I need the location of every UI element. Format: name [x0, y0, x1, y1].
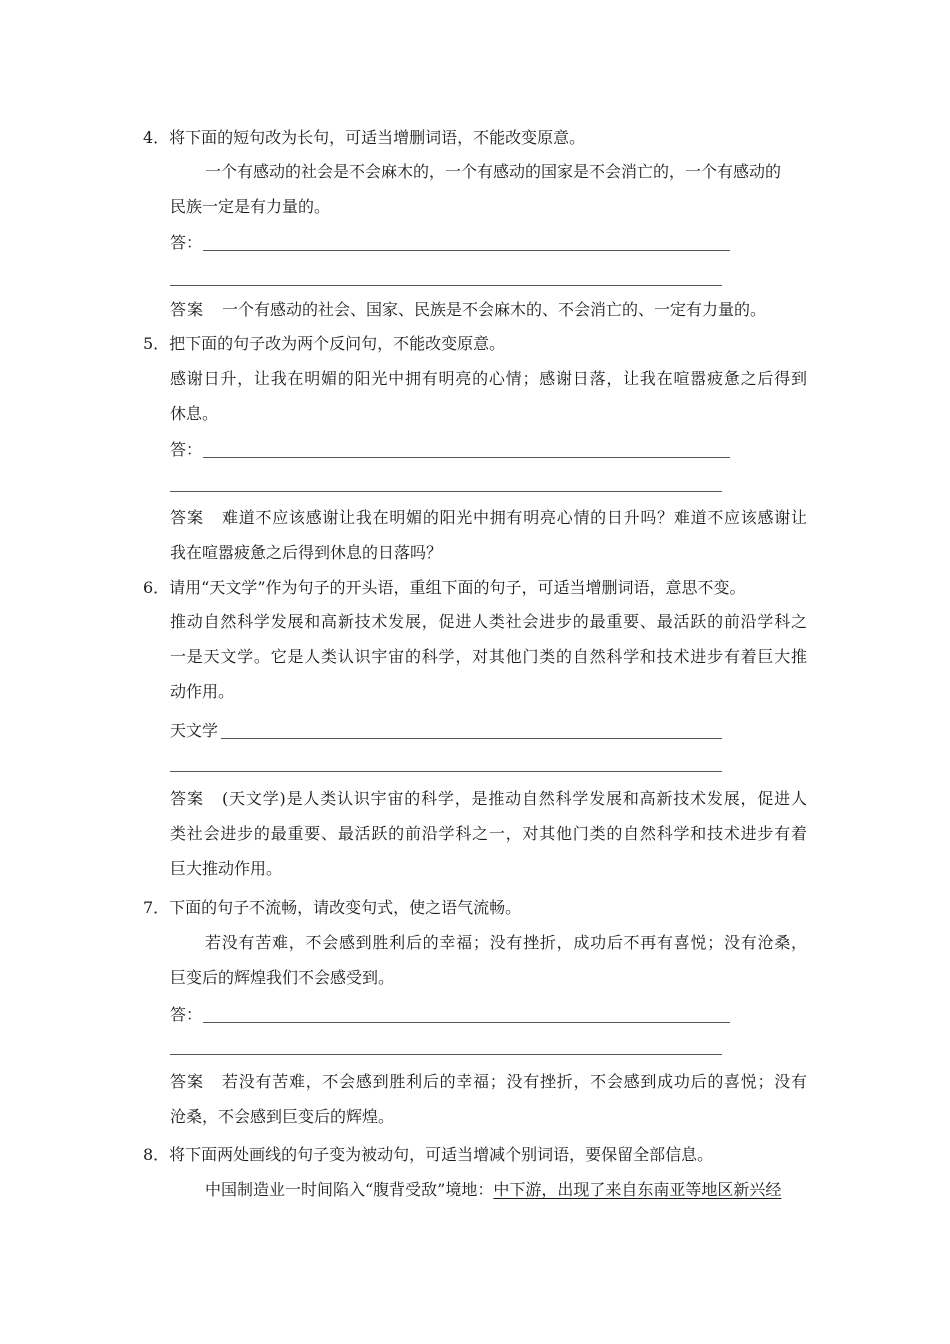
question-7-text-line-1: 若没有苦难，不会感到胜利后的幸福；没有挫折，成功后不再有喜悦；没有沧桑，	[205, 933, 807, 952]
question-6-answer-line-3: 巨大推动作用。	[170, 859, 283, 878]
question-6-text-line-2: 一是天文学。它是人类认识宇宙的科学，对其他门类的自然科学和技术进步有着巨大推	[170, 647, 807, 666]
question-6-title: 6．请用“天文学”作为句子的开头语，重组下面的句子，可适当增删词语，意思不变。	[143, 578, 746, 597]
answer-blank-line	[170, 1054, 722, 1055]
question-8-underlined-sentence: 中下游，出现了来自东南亚等地区新兴经	[493, 1180, 782, 1199]
question-8-text-plain: 中国制造业一时间陷入“腹背受敌”境地：	[205, 1180, 494, 1199]
answer-label: 答案	[170, 508, 205, 527]
answer-blank-line	[221, 738, 722, 739]
question-8-text-line-1	[205, 1180, 781, 1200]
answer-label: 答案	[170, 789, 205, 808]
answer-blank-line	[170, 771, 722, 772]
answer-label: 答案	[170, 1072, 205, 1091]
answer-blank-line	[203, 457, 730, 458]
question-7-answer-prompt: 答：	[170, 1005, 203, 1024]
question-6-text-line-1: 推动自然科学发展和高新技术发展，促进人类社会进步的最重要、最活跃的前沿学科之	[170, 612, 807, 631]
answer-blank-line	[170, 491, 722, 492]
answer-blank-line	[203, 250, 730, 251]
question-4-text-line-1: 一个有感动的社会是不会麻木的，一个有感动的国家是不会消亡的，一个有感动的	[205, 162, 782, 181]
answer-text: 难道不应该感谢让我在明媚的阳光中拥有明亮心情的日升吗？难道不应该感谢让	[222, 508, 807, 527]
question-7-text-line-2: 巨变后的辉煌我们不会感受到。	[170, 968, 395, 987]
question-5-text-line-1: 感谢日升，让我在明媚的阳光中拥有明亮的心情；感谢日落，让我在喧嚣疲惫之后得到	[170, 369, 807, 388]
answer-blank-line	[203, 1022, 730, 1023]
answer-text: 一个有感动的社会、国家、民族是不会麻木的、不会消亡的、一定有力量的。	[222, 300, 767, 319]
question-5-text-line-2: 休息。	[170, 404, 219, 423]
question-5-answer-line-1	[170, 508, 807, 528]
question-4-answer	[170, 300, 766, 320]
question-6-answer-line-2: 类社会进步的最重要、最活跃的前沿学科之一，对其他门类的自然科学和技术进步有着	[170, 824, 807, 843]
question-5-title: 5．把下面的句子改为两个反问句，不能改变原意。	[143, 334, 506, 353]
answer-text: 若没有苦难，不会感到胜利后的幸福；没有挫折，不会感到成功后的喜悦；没有	[222, 1072, 807, 1091]
answer-text: (天文学)是人类认识宇宙的科学，是推动自然科学发展和高新技术发展，促进人	[222, 789, 807, 808]
answer-blank-line	[170, 285, 722, 286]
question-7-title: 7．下面的句子不流畅，请改变句式，使之语气流畅。	[143, 898, 522, 917]
question-4-title: 4．将下面的短句改为长句，可适当增删词语，不能改变原意。	[143, 128, 586, 147]
question-5-answer-prompt: 答：	[170, 440, 203, 459]
question-4-answer-prompt: 答：	[170, 233, 203, 252]
question-5-answer-line-2: 我在喧嚣疲惫之后得到休息的日落吗？	[170, 543, 443, 562]
question-6-answer-prompt: 天文学	[170, 721, 219, 740]
question-4-text-line-2: 民族一定是有力量的。	[170, 197, 331, 216]
question-6-text-line-3: 动作用。	[170, 682, 235, 701]
question-8-title: 8．将下面两处画线的句子变为被动句，可适当增减个别词语，要保留全部信息。	[143, 1145, 714, 1164]
question-6-answer-line-1	[170, 789, 807, 809]
answer-label: 答案	[170, 300, 205, 319]
question-7-answer-line-1	[170, 1072, 807, 1092]
question-7-answer-line-2: 沧桑，不会感到巨变后的辉煌。	[170, 1107, 395, 1126]
